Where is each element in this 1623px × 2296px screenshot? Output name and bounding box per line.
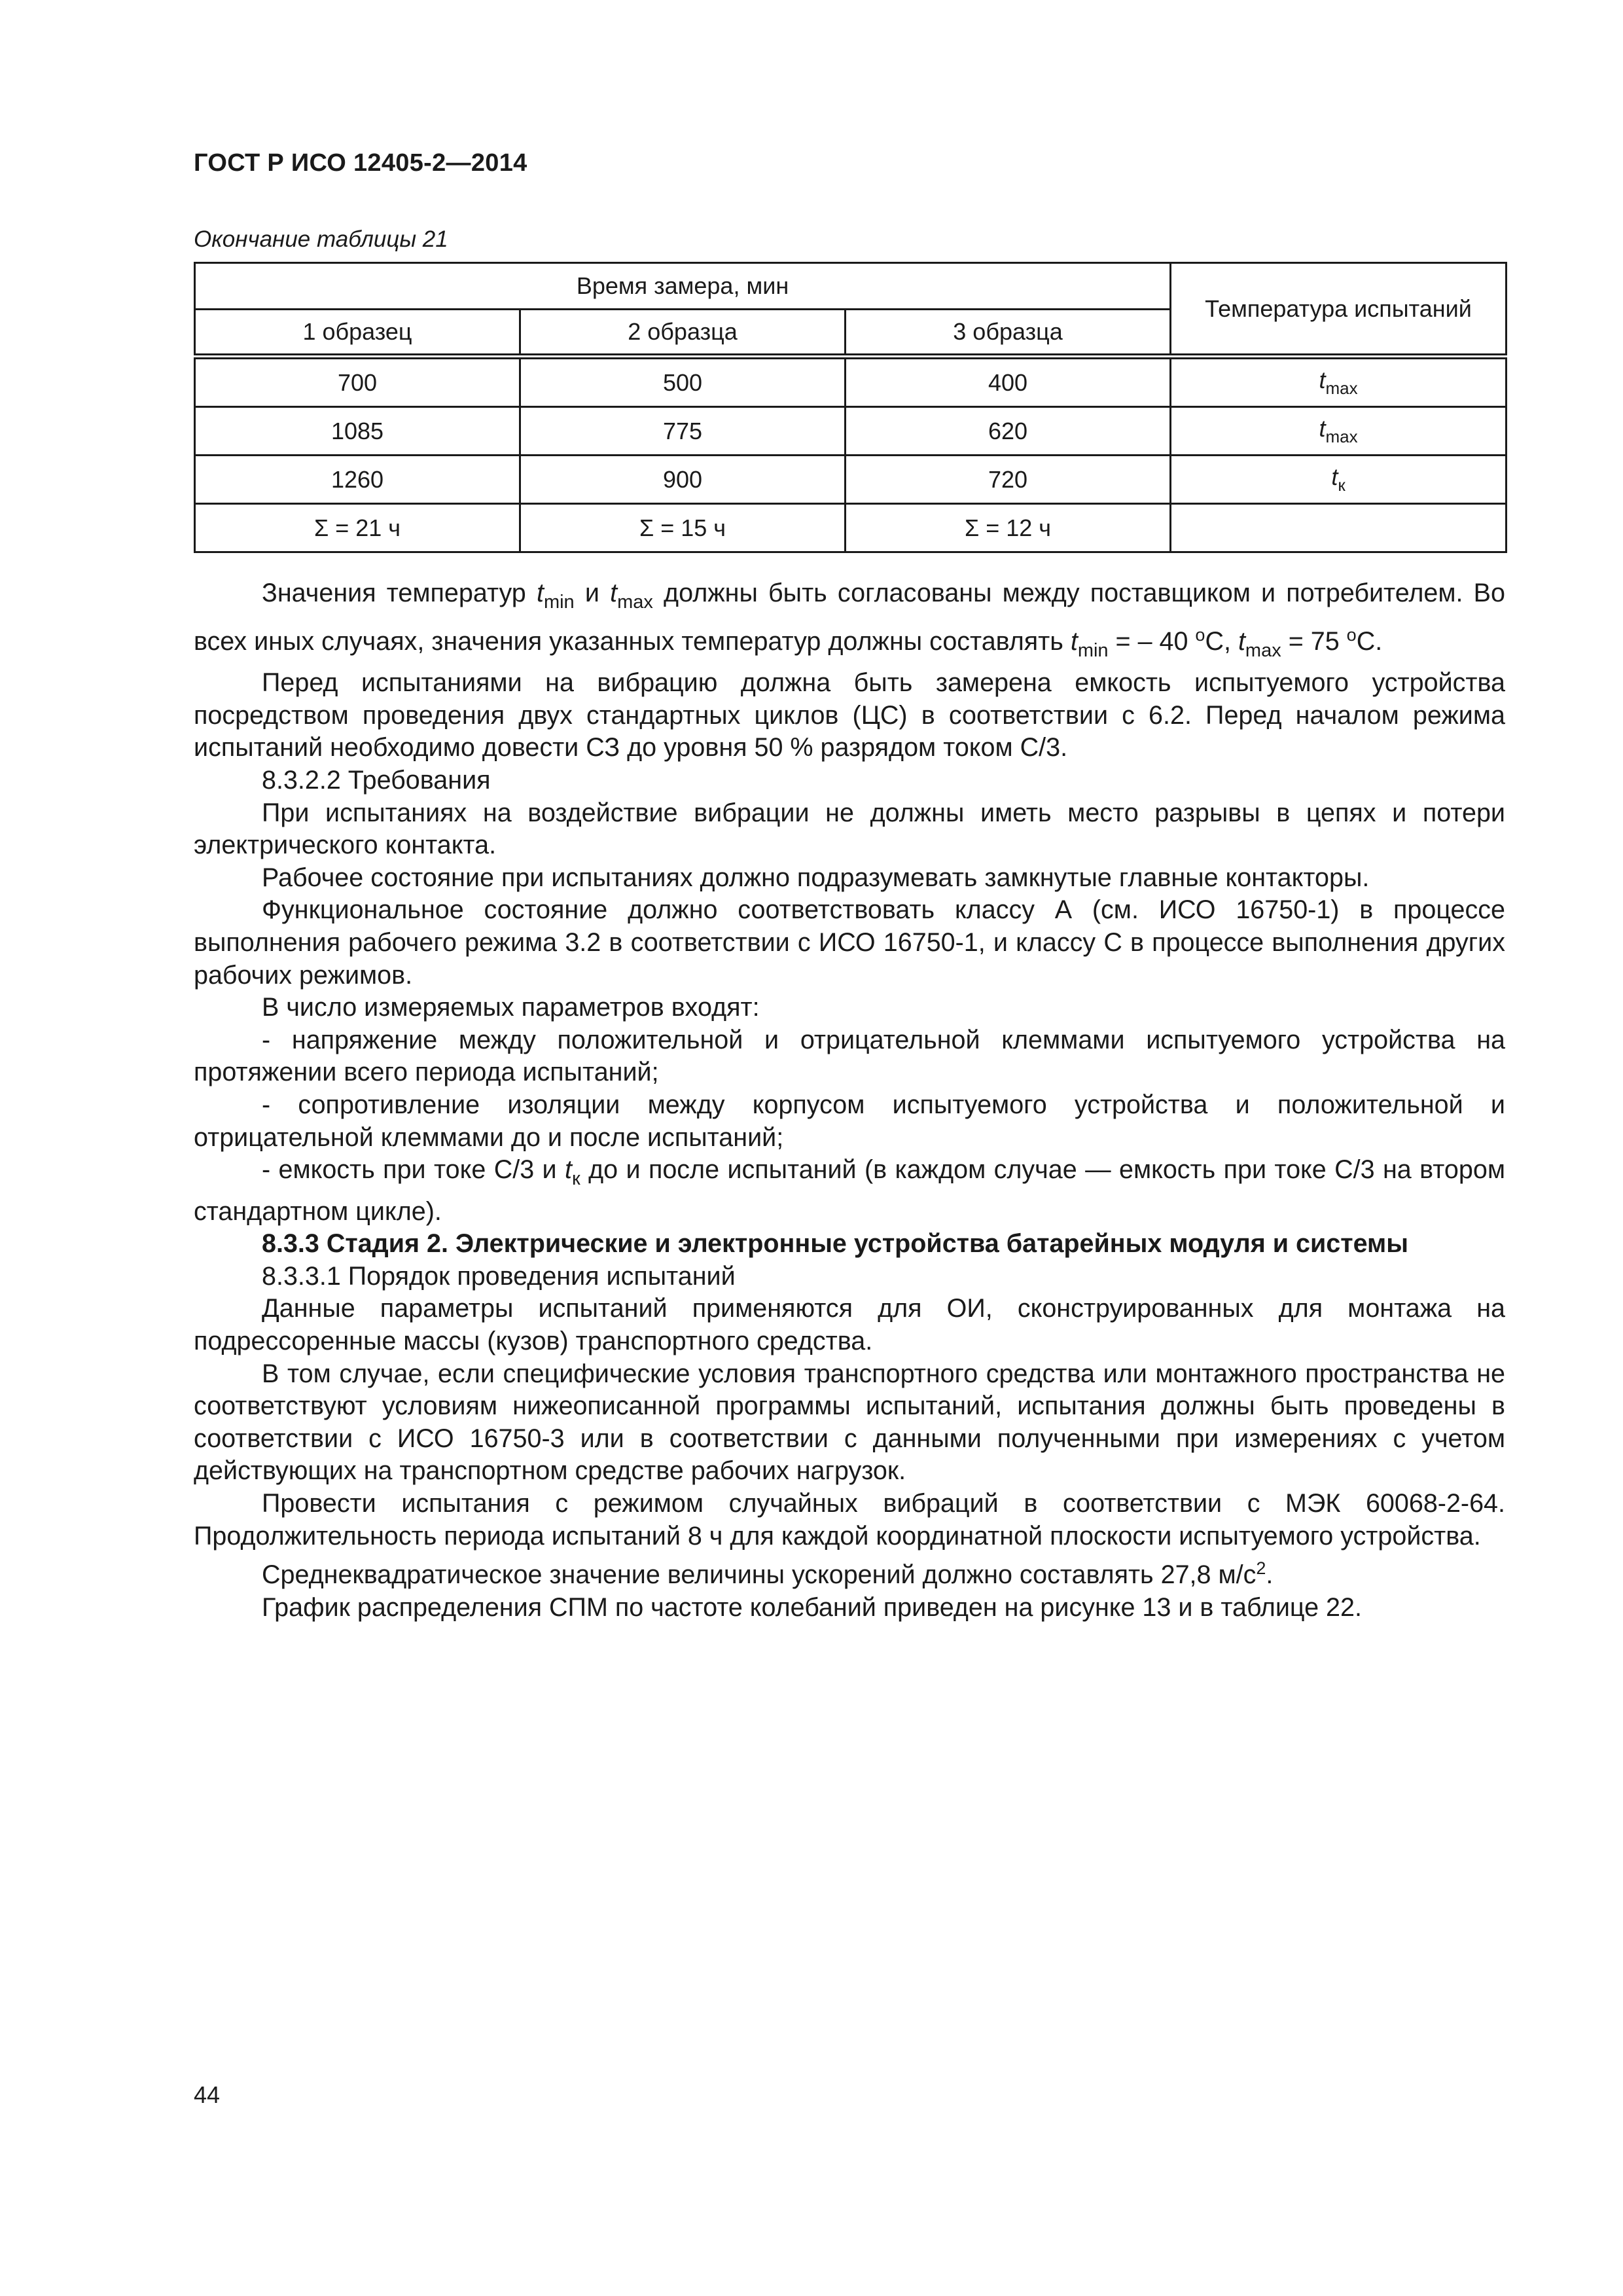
math-subscript: к bbox=[572, 1168, 580, 1190]
degree-sign: o bbox=[1195, 624, 1205, 645]
table-cell: 700 bbox=[195, 357, 520, 407]
paragraph-temperatures bbox=[194, 577, 1505, 667]
text-run: должны быть согласованы между поставщиком и потребителем. Во всех иных случаях, значения указанных температур должны составлять bbox=[194, 579, 1505, 656]
table-cell: 775 bbox=[520, 407, 846, 456]
table-cell: 900 bbox=[520, 456, 846, 504]
table-header-row bbox=[195, 263, 1507, 310]
math-subscript: max bbox=[1245, 639, 1281, 661]
math-symbol: t bbox=[610, 579, 618, 607]
paragraph: Рабочее состояние при испытаниях должно подразумевать замкнутые главные контакторы. bbox=[262, 863, 1370, 892]
math-symbol: t bbox=[565, 1155, 572, 1185]
temp-subscript: max bbox=[1325, 378, 1358, 398]
paragraph: При испытаниях на воздействие вибрации не должны иметь место разрывы в цепях и потери электрического контакта. bbox=[194, 798, 1505, 860]
sum-cell: Σ = 21 ч bbox=[195, 504, 520, 552]
temp-symbol: t bbox=[1319, 415, 1326, 442]
text-run: . bbox=[1266, 1560, 1274, 1590]
text-run: = 75 bbox=[1281, 626, 1347, 656]
text-run: - емкость при токе С/3 и bbox=[262, 1155, 565, 1185]
table-caption: Окончание таблицы 21 bbox=[194, 226, 448, 252]
clause-heading: 8.3.3.1 Порядок проведения испытаний bbox=[262, 1261, 736, 1291]
col-header-1: 1 образец bbox=[195, 310, 520, 357]
table-cell: 400 bbox=[846, 357, 1171, 407]
temp-symbol: t bbox=[1319, 367, 1326, 393]
text-run: и bbox=[574, 579, 611, 607]
math-subscript: min bbox=[1077, 639, 1109, 661]
table-cell: 620 bbox=[846, 407, 1171, 456]
paragraph: В число измеряемых параметров входят: bbox=[262, 993, 760, 1022]
temp-symbol: t bbox=[1331, 463, 1338, 490]
paragraph: График распределения СПМ по частоте колебаний приведен на рисунке 13 и в таблице 22. bbox=[262, 1592, 1362, 1622]
clause-heading: 8.3.2.2 Требования bbox=[262, 765, 491, 795]
sum-cell: Σ = 12 ч bbox=[846, 504, 1171, 552]
text-run: Значения температур bbox=[262, 579, 537, 607]
table-cell: 500 bbox=[520, 357, 846, 407]
paragraph: Данные параметры испытаний применяются для ОИ, сконструированных для монтажа на подрессоренные массы (кузов) транспортного средства. bbox=[194, 1294, 1505, 1356]
table-cell: 1085 bbox=[195, 407, 520, 456]
col-header-2: 2 образца bbox=[520, 310, 846, 357]
superscript: 2 bbox=[1256, 1558, 1266, 1579]
math-symbol: t bbox=[536, 579, 544, 607]
empty-cell bbox=[1171, 504, 1507, 552]
temperature-header-cell: Температура испытаний bbox=[1171, 263, 1507, 357]
table-cell: 720 bbox=[846, 456, 1171, 504]
paragraph: Функциональное состояние должно соответствовать классу А (см. ИСО 16750-1) в процессе выполнения рабочего режима 3.2 в соответствии с ИСО 16750-1, и классу С в процессе выполнения других рабочих режимов. bbox=[194, 895, 1505, 990]
math-symbol: t bbox=[1070, 626, 1078, 656]
temperature-cell bbox=[1171, 456, 1507, 504]
text-run: до и после испытаний (в каждом случае — емкость при токе С/3 на втором стандартном цикле). bbox=[194, 1155, 1505, 1226]
measurement-table bbox=[194, 262, 1507, 553]
list-item bbox=[194, 1154, 1505, 1228]
temp-subscript: к bbox=[1338, 475, 1346, 495]
temperature-cell bbox=[1171, 407, 1507, 456]
table-row-sum bbox=[195, 504, 1507, 552]
paragraph: Перед испытаниями на вибрацию должна быть замерена емкость испытуемого устройства посредством проведения двух стандартных циклов (ЦС) в соответствии с 6.2. Перед началом режима испытаний необходимо довести СЗ до уровня 50 % разрядом током С/3. bbox=[194, 668, 1505, 762]
document-header: ГОСТ Р ИСО 12405-2—2014 bbox=[194, 149, 527, 177]
table-row bbox=[195, 357, 1507, 407]
text-run: Среднеквадратическое значение величины ускорений должно составлять 27,8 м/с bbox=[262, 1560, 1257, 1590]
temperature-cell bbox=[1171, 357, 1507, 407]
table-cell: 1260 bbox=[195, 456, 520, 504]
paragraph: В том случае, если специфические условия транспортного средства или монтажного пространства не соответствуют условиям нижеописанной программы испытаний, испытания должны быть проведены в соответствии с ИСО 16750-3 или в соответствии с данными полученными при измерениях с учетом действующих на транспортном средстве рабочих нагрузок. bbox=[194, 1359, 1505, 1486]
text-run: = – 40 bbox=[1108, 626, 1196, 656]
group-header-cell: Время замера, мин bbox=[195, 263, 1171, 310]
text-run: C. bbox=[1356, 626, 1383, 656]
section-heading: 8.3.3 Стадия 2. Электрические и электронные устройства батарейных модуля и системы bbox=[262, 1229, 1408, 1259]
paragraph: Провести испытания с режимом случайных вибраций в соответствии с МЭК 60068-2-64. Продолжительность периода испытаний 8 ч для каждой координатной плоскости испытуемого устройства. bbox=[194, 1489, 1505, 1551]
degree-sign: o bbox=[1346, 624, 1357, 645]
math-symbol: t bbox=[1238, 626, 1245, 656]
text-run: C, bbox=[1205, 626, 1238, 656]
math-subscript: max bbox=[617, 592, 653, 613]
paragraph bbox=[194, 1552, 1505, 1592]
table-row bbox=[195, 456, 1507, 504]
list-item: - сопротивление изоляции между корпусом испытуемого устройства и положительной и отрицательной клеммами до и после испытаний; bbox=[194, 1090, 1505, 1152]
page-number: 44 bbox=[194, 2081, 221, 2108]
sum-cell: Σ = 15 ч bbox=[520, 504, 846, 552]
temp-subscript: max bbox=[1325, 427, 1358, 446]
math-subscript: min bbox=[543, 592, 575, 613]
col-header-3: 3 образца bbox=[846, 310, 1171, 357]
list-item: - напряжение между положительной и отрицательной клеммами испытуемого устройства на протяжении всего периода испытаний; bbox=[194, 1025, 1505, 1087]
body-text bbox=[194, 577, 1505, 1624]
table-row bbox=[195, 407, 1507, 456]
